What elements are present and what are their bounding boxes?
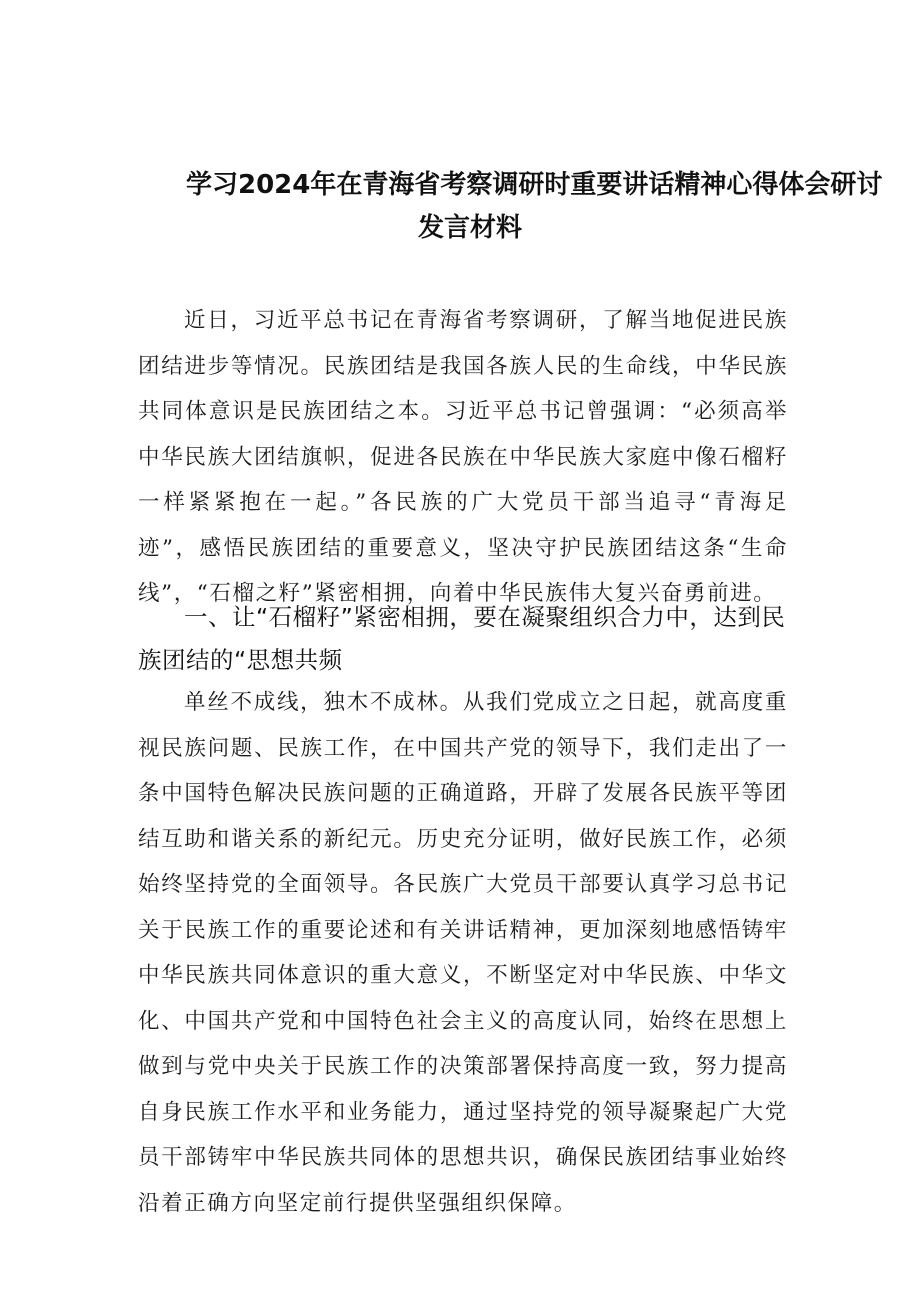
title-line-2: 发言材料 — [418, 213, 523, 243]
title-line-1: 学习2024年在青海省考察调研时重要讲话精神心得体会研讨 — [186, 170, 883, 200]
section-1-paragraph: 单丝不成线，独木不成林。从我们党成立之日起，就高度重视民族问题、民族工作，在中国共产党的领导下，我们走出了一条中国特色解决民族问题的正确道路，开辟了发展各民族平等团结互助和谐关系的新纪元。历史充分证明，做好民族工作，必须始终坚持党的全面领导。各民族广大党员干部要认真学习总书记关于民族工作的重要论述和有关讲话精神，更加深刻地感悟铸牢中华民族共同体意识的重大意义，不断坚定对中华民族、中华文化、中国共产党和中国特色社会主义的高度认同，始终在思想上做到与党中央关于民族工作的决策部署保持高度一致，努力提高自身民族工作水平和业务能力，通过坚持党的领导凝聚起广大党员干部铸牢中华民族共同体的思想共识，确保民族团结事业始终沿着正确方向坚定前行提供坚强组织保障。 — [138, 690, 788, 1216]
document-title — [186, 164, 883, 250]
intro-paragraph: 近日，习近平总书记在青海省考察调研，了解当地促进民族团结进步等情况。民族团结是我国各族人民的生命线，中华民族共同体意识是民族团结之本。习近平总书记曾强调：“必须高举中华民族大团结旗帜，促进各民族在中华民族大家庭中像石榴籽一样紧紧抱在一起。”各民族的广大党员干部当追寻“青海足迹”，感悟民族团结的重要意义，坚决守护民族团结这条“生命线”，“石榴之籽”紧密相拥，向着中华民族伟大复兴奋勇前进。 — [138, 308, 788, 606]
intro-paragraph-block — [138, 298, 788, 617]
section-1-paragraph-block — [138, 680, 788, 1226]
section-heading-1: 一、让“石榴籽”紧密相拥，要在凝聚组织合力中，达到民族团结的“思想共频 — [138, 603, 786, 674]
